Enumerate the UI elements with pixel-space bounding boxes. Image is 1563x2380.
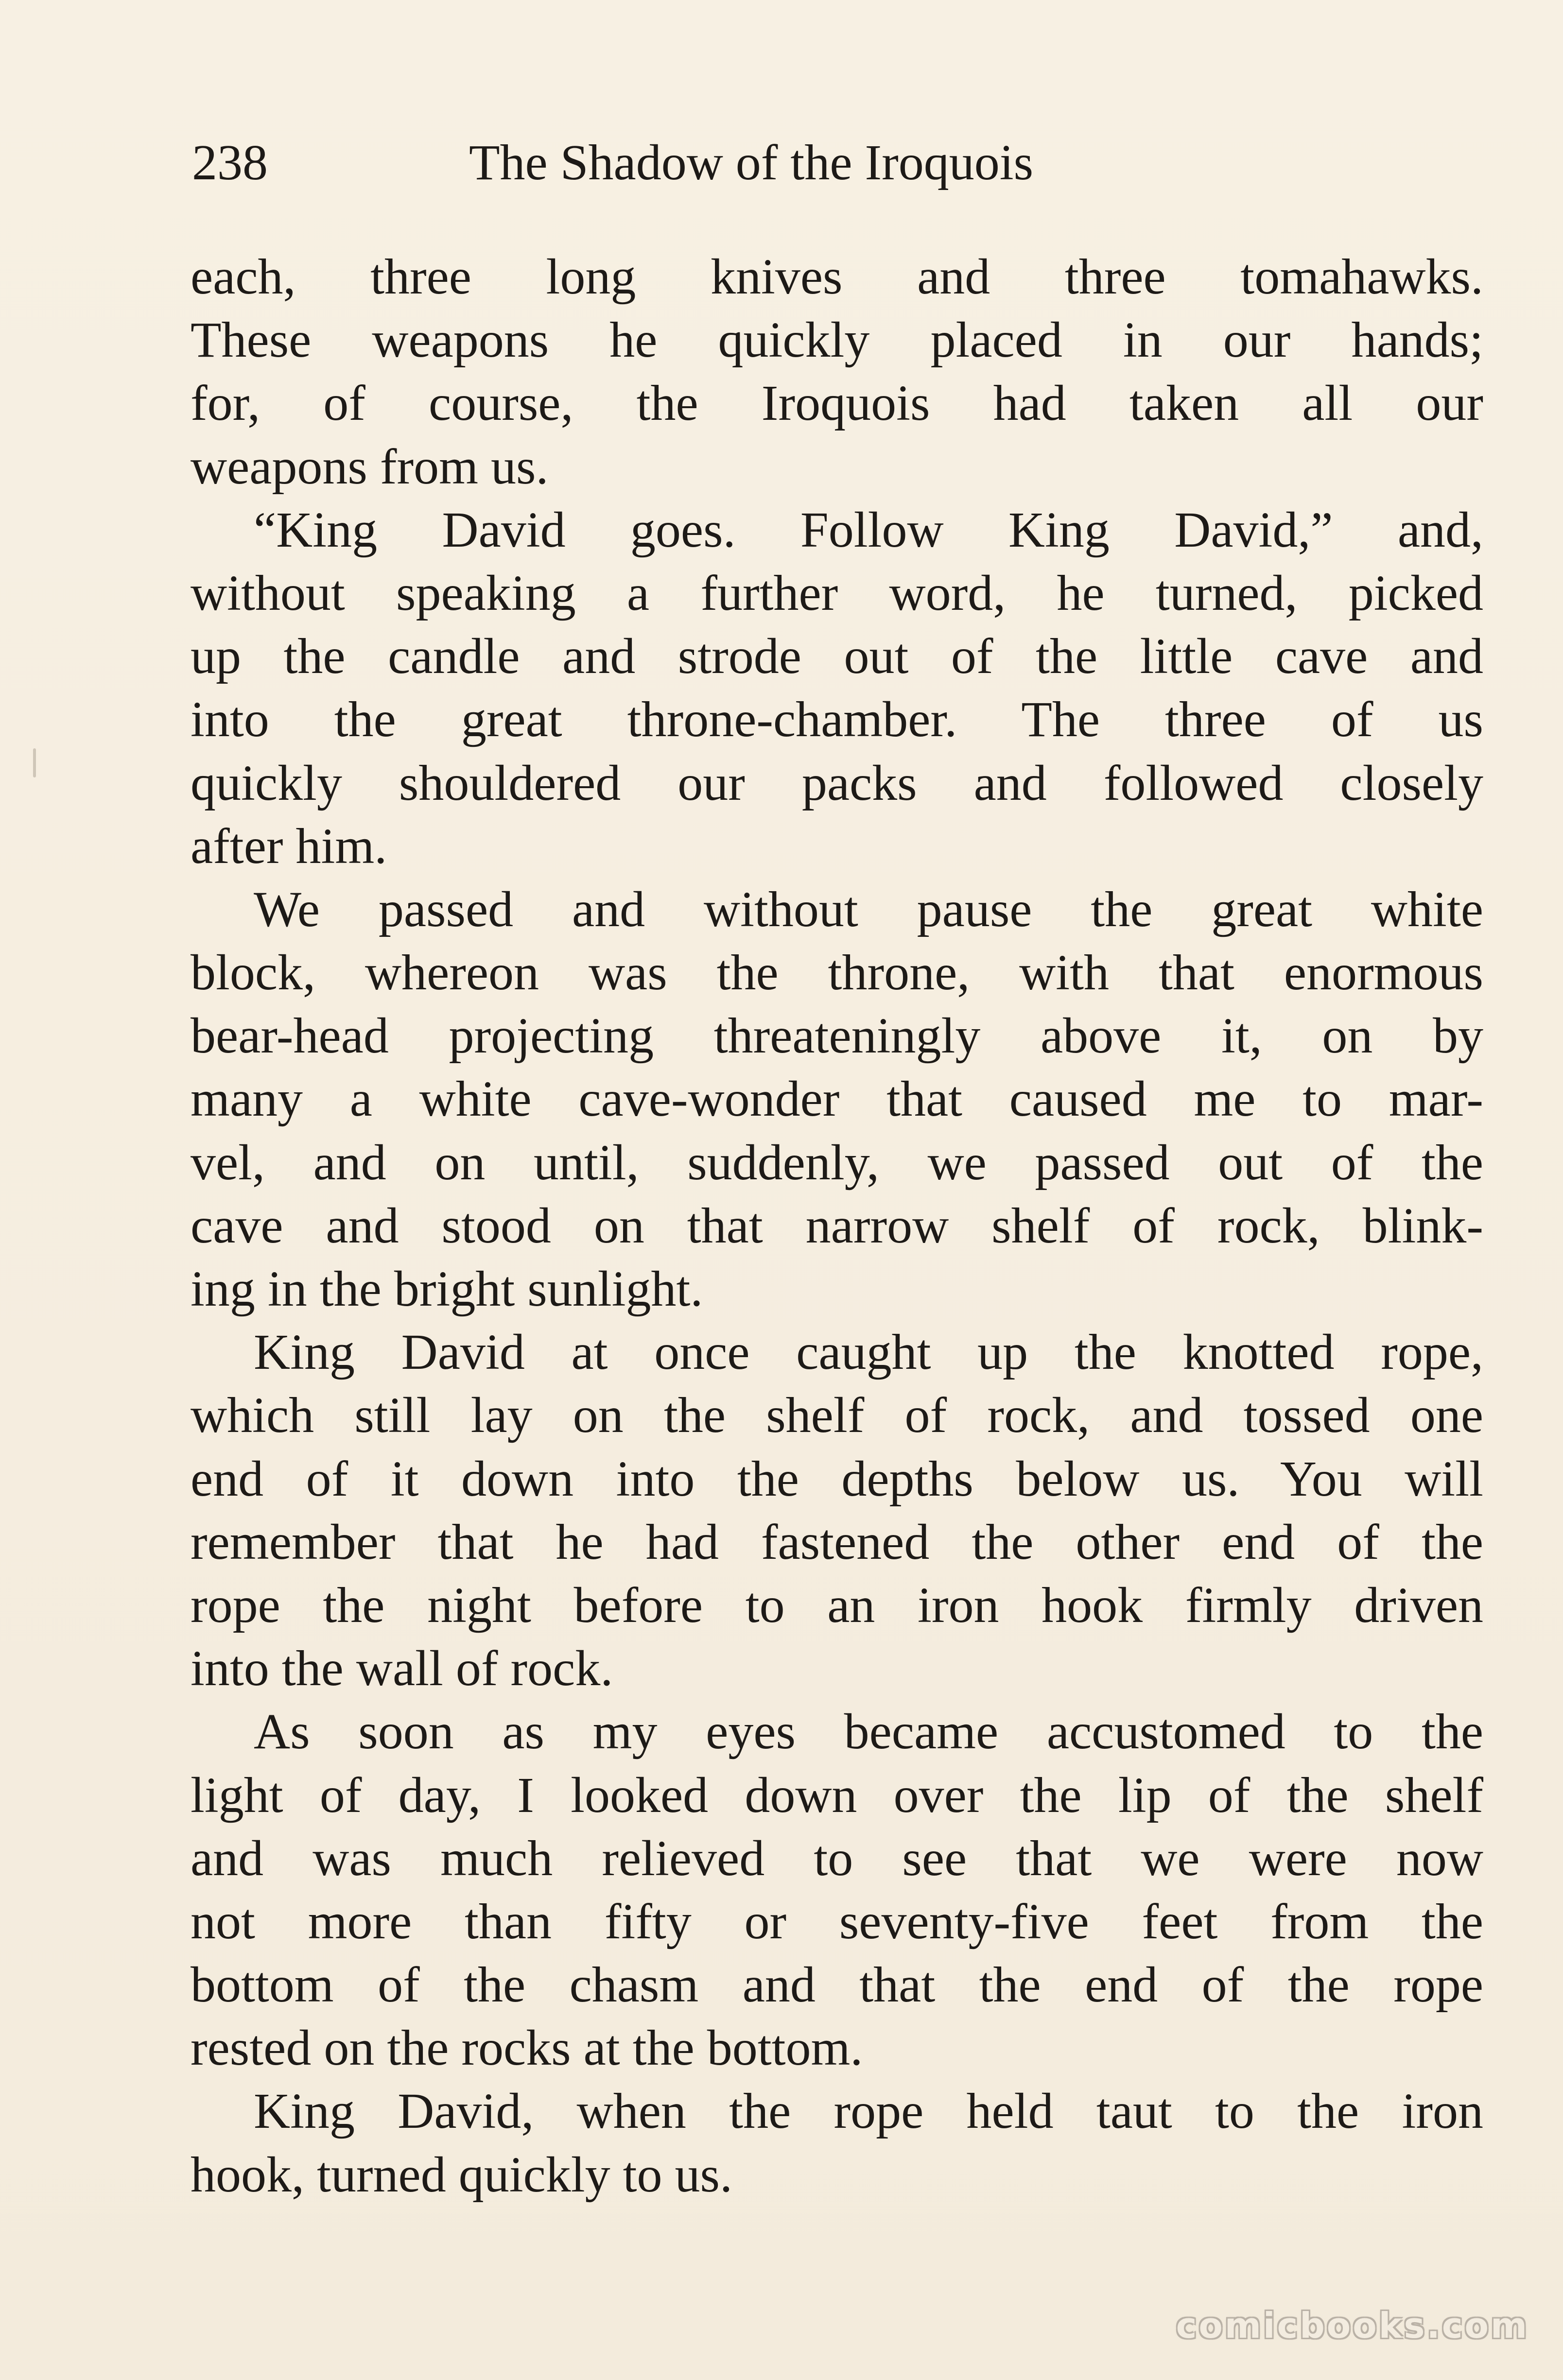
margin-mark (33, 748, 36, 777)
text-line: rested on the rocks at the bottom. (191, 2020, 863, 2076)
text-line: weapons from us. (191, 438, 549, 495)
text-line: each, three long knives and three tomahawks. (191, 249, 1483, 305)
text-line: quickly shouldered our packs and followed closely (191, 755, 1483, 811)
page-number: 238 (192, 135, 268, 190)
text-line: many a white cave-wonder that caused me to mar- (191, 1071, 1483, 1127)
watermark: comicbooks.com (1176, 2305, 1529, 2346)
text-line: remember that he had fastened the other end of the (191, 1514, 1483, 1570)
text-line: without speaking a further word, he turned, picked (191, 565, 1483, 621)
text-line: These weapons he quickly placed in our hands; (191, 312, 1483, 368)
text-line: end of it down into the depths below us. You will (191, 1450, 1483, 1507)
text-line: up the candle and strode out of the little cave and (191, 628, 1483, 685)
text-line: bear-head projecting threateningly above it, on by (191, 1008, 1483, 1064)
text-line: for, of course, the Iroquois had taken all our (191, 375, 1483, 431)
text-line: vel, and on until, suddenly, we passed out of the (191, 1134, 1483, 1190)
text-line: into the wall of rock. (191, 1640, 613, 1697)
text-line: As soon as my eyes became accustomed to the (254, 1704, 1483, 1760)
text-line: cave and stood on that narrow shelf of rock, blink- (191, 1197, 1483, 1254)
text-line: ing in the bright sunlight. (191, 1261, 703, 1317)
text-line: King David, when the rope held taut to the iron (254, 2083, 1483, 2139)
text-line: We passed and without pause the great white (254, 881, 1483, 937)
text-line: after him. (191, 818, 387, 874)
text-line: and was much relieved to see that we were now (191, 1830, 1483, 1886)
text-line: block, whereon was the throne, with that enormous (191, 945, 1483, 1001)
text-line: bottom of the chasm and that the end of the rope (191, 1957, 1483, 2013)
text-line: light of day, I looked down over the lip of the shelf (191, 1767, 1483, 1823)
text-line: hook, turned quickly to us. (191, 2146, 733, 2203)
running-title: The Shadow of the Iroquois (469, 135, 1034, 190)
text-line: rope the night before to an iron hook firmly driven (191, 1577, 1483, 1633)
text-line: into the great throne-chamber. The three of us (191, 691, 1483, 748)
text-line: “King David goes. Follow King David,” and, (254, 501, 1483, 558)
page-header (192, 131, 1261, 194)
body-text (191, 245, 1483, 2207)
text-line: King David at once caught up the knotted rope, (254, 1324, 1483, 1380)
text-line: which still lay on the shelf of rock, and tossed one (191, 1387, 1483, 1444)
text-line: not more than fifty or seventy-five feet from the (191, 1893, 1483, 1949)
